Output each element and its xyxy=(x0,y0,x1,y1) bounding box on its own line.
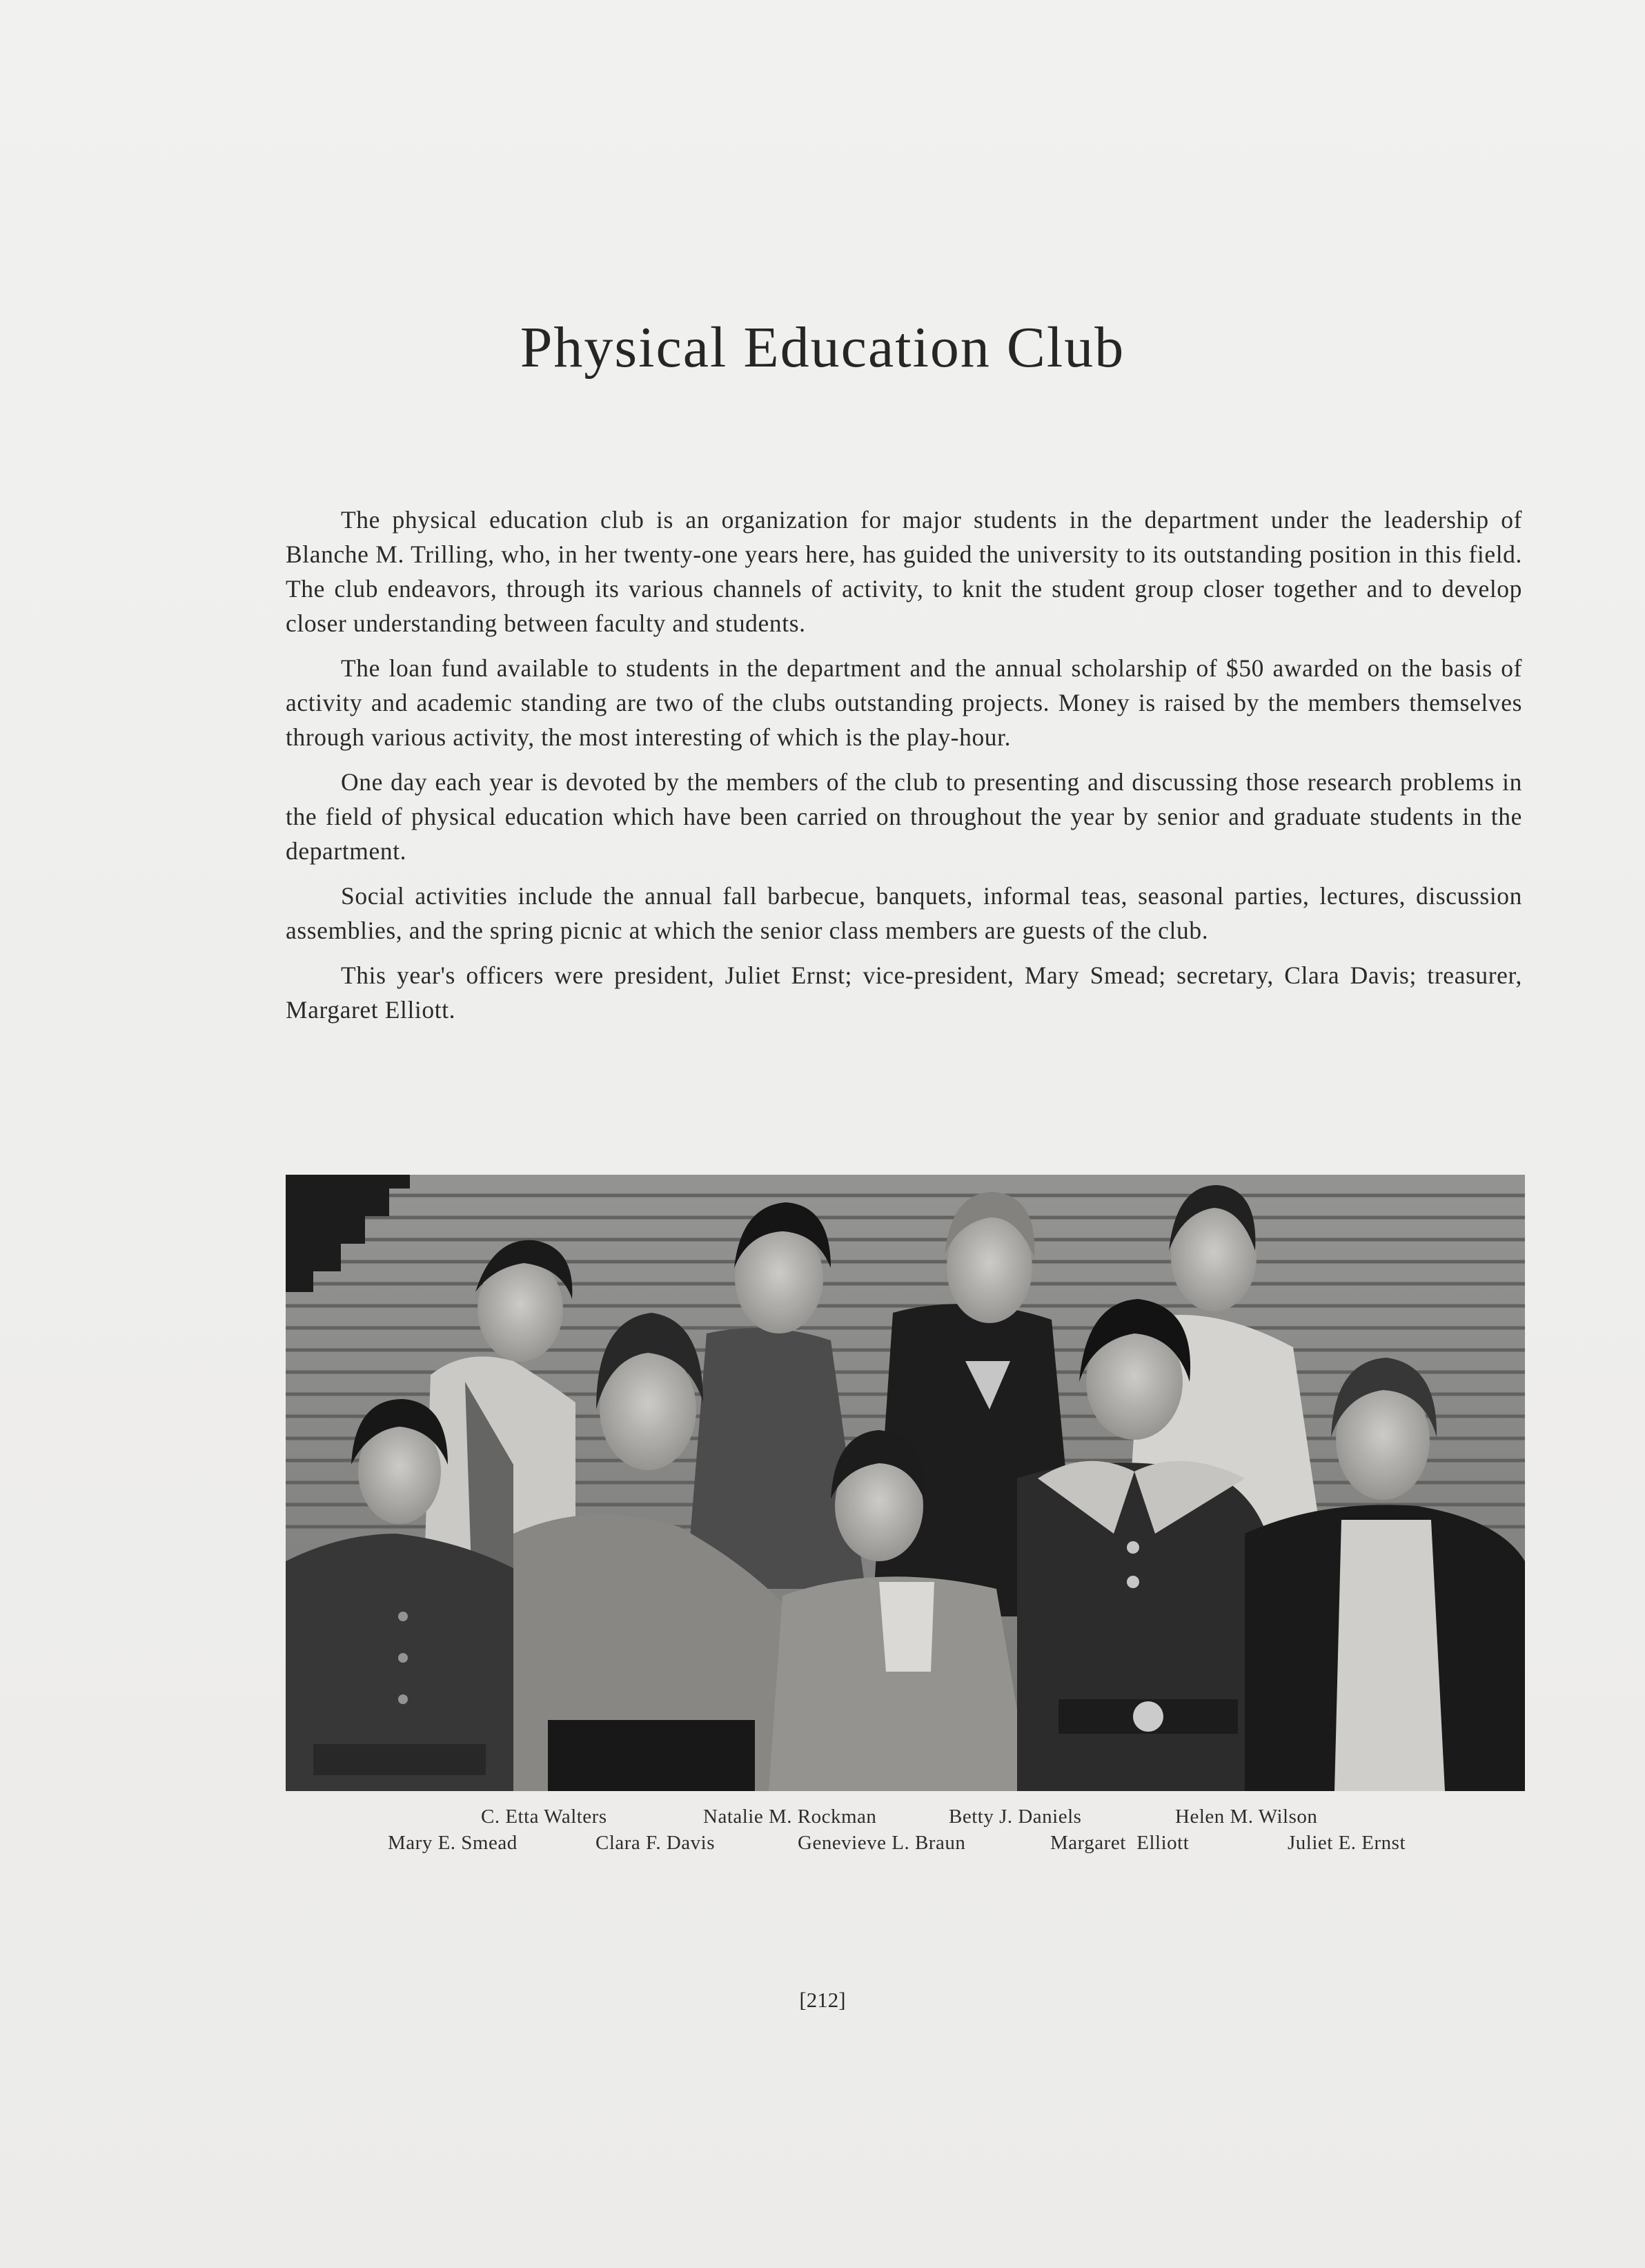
page-title: Physical Education Club xyxy=(520,315,1125,380)
page-number: [212] xyxy=(799,1988,846,2012)
group-photo xyxy=(286,1175,1525,1791)
paragraph-social-activities: Social activities include the annual fall barbecue, banquets, informal teas, seasonal parties, lectures, discussion assemblies, and the spring picnic at which the senior class members are guests of the club. xyxy=(286,882,1522,944)
caption-name: Betty J. Daniels xyxy=(949,1806,1082,1828)
caption-row-back xyxy=(0,1806,1645,1830)
paragraph-intro: The physical education club is an organization for major students in the department under the leadership of Blanche M. Trilling, who, in her twenty-one years here, has guided the university to its outstanding position in this field. The club endeavors, through its various channels of activity, to knit the student group closer together and to develop closer understanding between faculty and students. xyxy=(286,506,1522,637)
article-body xyxy=(286,502,1522,1037)
caption-name: Clara F. Davis xyxy=(595,1832,716,1854)
paragraph-officers: This year's officers were president, Juliet Ernst; vice-president, Mary Smead; secretary, Clara Davis; treasurer, Margaret Elliott. xyxy=(286,961,1522,1024)
caption-name: Natalie M. Rockman xyxy=(703,1806,877,1828)
caption-row-front xyxy=(0,1832,1645,1857)
caption-name: Juliet E. Ernst xyxy=(1288,1832,1406,1854)
paragraph-loan-fund: The loan fund available to students in the department and the annual scholarship of $50 awarded on the basis of activity and academic standing are two of the clubs outstanding projects. Money is raised by the members themselves through various activity, the most interesting of which is the play-hour. xyxy=(286,654,1522,751)
caption-name: Genevieve L. Braun xyxy=(798,1832,966,1854)
caption-name: C. Etta Walters xyxy=(481,1806,607,1828)
caption-name: Helen M. Wilson xyxy=(1175,1806,1318,1828)
caption-name: Mary E. Smead xyxy=(388,1832,518,1854)
caption-name: Margaret Elliott xyxy=(1050,1832,1190,1854)
paragraph-research-day: One day each year is devoted by the members of the club to presenting and discussing those research problems in the field of physical education which have been carried on throughout the year by senior and graduate students in the department. xyxy=(286,768,1522,865)
